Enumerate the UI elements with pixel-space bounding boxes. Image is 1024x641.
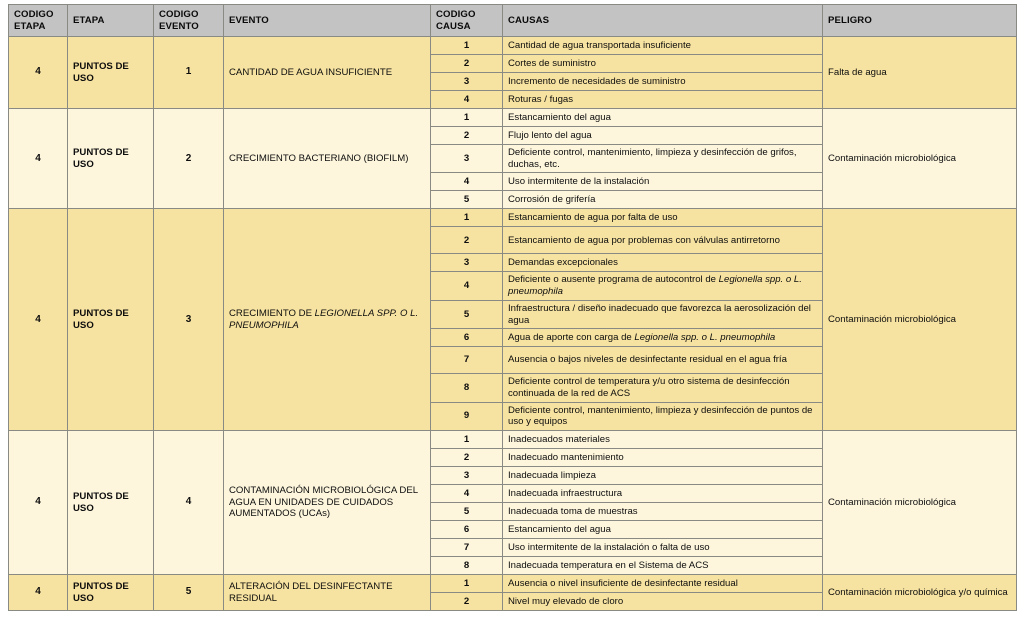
hazard-analysis-table bbox=[8, 4, 1017, 611]
table-header-row bbox=[9, 5, 1017, 37]
cell-causa: Deficiente o ausente programa de autocontrol de Legionella spp. o L. pneumophila bbox=[503, 272, 823, 300]
cell-codigo-causa: 1 bbox=[431, 37, 503, 55]
cell-causa: Deficiente control de temperatura y/u otro sistema de desinfección continuada de la red de ACS bbox=[503, 374, 823, 402]
cell-codigo-evento: 5 bbox=[154, 575, 224, 611]
cell-codigo-causa: 1 bbox=[431, 431, 503, 449]
table-row bbox=[9, 575, 1017, 593]
cell-codigo-etapa: 4 bbox=[9, 209, 68, 431]
cell-codigo-causa: 9 bbox=[431, 402, 503, 430]
cell-codigo-causa: 2 bbox=[431, 593, 503, 611]
cell-causa: Deficiente control, mantenimiento, limpieza y desinfección de puntos de uso y equipos bbox=[503, 402, 823, 430]
cell-causa: Demandas excepcionales bbox=[503, 254, 823, 272]
cell-causa: Roturas / fugas bbox=[503, 91, 823, 109]
cell-causa: Corrosión de grifería bbox=[503, 191, 823, 209]
column-header-peligro: PELIGRO bbox=[823, 5, 1017, 37]
cell-causa: Estancamiento del agua bbox=[503, 109, 823, 127]
cell-etapa: PUNTOS DE USO bbox=[68, 37, 154, 109]
cell-etapa: PUNTOS DE USO bbox=[68, 109, 154, 209]
cell-etapa: PUNTOS DE USO bbox=[68, 431, 154, 575]
cell-codigo-causa: 3 bbox=[431, 73, 503, 91]
cell-evento: CANTIDAD DE AGUA INSUFICIENTE bbox=[224, 37, 431, 109]
cell-codigo-etapa: 4 bbox=[9, 37, 68, 109]
cell-codigo-causa: 7 bbox=[431, 539, 503, 557]
cell-causa: Inadecuada infraestructura bbox=[503, 485, 823, 503]
cell-etapa: PUNTOS DE USO bbox=[68, 209, 154, 431]
cell-causa: Agua de aporte con carga de Legionella spp. o L. pneumophila bbox=[503, 329, 823, 347]
cell-codigo-causa: 1 bbox=[431, 209, 503, 227]
cell-codigo-causa: 1 bbox=[431, 575, 503, 593]
cell-etapa: PUNTOS DE USO bbox=[68, 575, 154, 611]
cell-evento: CRECIMIENTO DE LEGIONELLA SPP. O L. PNEUMOPHILA bbox=[224, 209, 431, 431]
column-header-codigo-evento: CODIGO EVENTO bbox=[154, 5, 224, 37]
cell-causa: Inadecuado mantenimiento bbox=[503, 449, 823, 467]
cell-codigo-etapa: 4 bbox=[9, 575, 68, 611]
cell-peligro: Contaminación microbiológica y/o química bbox=[823, 575, 1017, 611]
cell-codigo-causa: 4 bbox=[431, 272, 503, 300]
table-row bbox=[9, 431, 1017, 449]
cell-peligro: Contaminación microbiológica bbox=[823, 431, 1017, 575]
column-header-causas: CAUSAS bbox=[503, 5, 823, 37]
cell-codigo-causa: 2 bbox=[431, 227, 503, 254]
cell-evento: CONTAMINACIÓN MICROBIOLÓGICA DEL AGUA EN UNIDADES DE CUIDADOS AUMENTADOS (UCAs) bbox=[224, 431, 431, 575]
cell-codigo-causa: 5 bbox=[431, 503, 503, 521]
column-header-codigo-etapa: CODIGO ETAPA bbox=[9, 5, 68, 37]
cell-causa: Nivel muy elevado de cloro bbox=[503, 593, 823, 611]
cell-causa: Inadecuada toma de muestras bbox=[503, 503, 823, 521]
cell-causa: Estancamiento del agua bbox=[503, 521, 823, 539]
cell-codigo-causa: 5 bbox=[431, 191, 503, 209]
cell-causa: Deficiente control, mantenimiento, limpieza y desinfección de grifos, duchas, etc. bbox=[503, 145, 823, 173]
cell-codigo-causa: 8 bbox=[431, 374, 503, 402]
cell-codigo-causa: 6 bbox=[431, 329, 503, 347]
table-row bbox=[9, 209, 1017, 227]
cell-causa: Infraestructura / diseño inadecuado que favorezca la aerosolización del agua bbox=[503, 300, 823, 328]
cell-codigo-causa: 5 bbox=[431, 300, 503, 328]
column-header-codigo-causa: CODIGO CAUSA bbox=[431, 5, 503, 37]
cell-codigo-causa: 4 bbox=[431, 485, 503, 503]
cell-causa: Inadecuada temperatura en el Sistema de ACS bbox=[503, 557, 823, 575]
cell-codigo-causa: 7 bbox=[431, 347, 503, 374]
cell-codigo-causa: 6 bbox=[431, 521, 503, 539]
cell-peligro: Falta de agua bbox=[823, 37, 1017, 109]
cell-peligro: Contaminación microbiológica bbox=[823, 209, 1017, 431]
cell-codigo-causa: 3 bbox=[431, 467, 503, 485]
cell-causa: Estancamiento de agua por falta de uso bbox=[503, 209, 823, 227]
column-header-evento: EVENTO bbox=[224, 5, 431, 37]
cell-codigo-evento: 1 bbox=[154, 37, 224, 109]
table-row bbox=[9, 37, 1017, 55]
table-body bbox=[9, 37, 1017, 611]
cell-causa: Uso intermitente de la instalación bbox=[503, 173, 823, 191]
cell-causa: Ausencia o bajos niveles de desinfectante residual en el agua fría bbox=[503, 347, 823, 374]
cell-codigo-causa: 3 bbox=[431, 145, 503, 173]
table-header bbox=[9, 5, 1017, 37]
cell-codigo-causa: 1 bbox=[431, 109, 503, 127]
cell-codigo-causa: 2 bbox=[431, 127, 503, 145]
cell-causa: Ausencia o nivel insuficiente de desinfectante residual bbox=[503, 575, 823, 593]
cell-evento: ALTERACIÓN DEL DESINFECTANTE RESIDUAL bbox=[224, 575, 431, 611]
cell-codigo-evento: 3 bbox=[154, 209, 224, 431]
cell-causa: Incremento de necesidades de suministro bbox=[503, 73, 823, 91]
cell-causa: Inadecuada limpieza bbox=[503, 467, 823, 485]
cell-causa: Uso intermitente de la instalación o falta de uso bbox=[503, 539, 823, 557]
cell-codigo-etapa: 4 bbox=[9, 431, 68, 575]
cell-codigo-evento: 4 bbox=[154, 431, 224, 575]
table-row bbox=[9, 109, 1017, 127]
cell-causa: Cantidad de agua transportada insuficiente bbox=[503, 37, 823, 55]
cell-peligro: Contaminación microbiológica bbox=[823, 109, 1017, 209]
cell-evento: CRECIMIENTO BACTERIANO (BIOFILM) bbox=[224, 109, 431, 209]
cell-causa: Cortes de suministro bbox=[503, 55, 823, 73]
cell-codigo-causa: 8 bbox=[431, 557, 503, 575]
cell-codigo-causa: 3 bbox=[431, 254, 503, 272]
cell-codigo-causa: 4 bbox=[431, 173, 503, 191]
cell-codigo-causa: 4 bbox=[431, 91, 503, 109]
cell-codigo-evento: 2 bbox=[154, 109, 224, 209]
column-header-etapa: ETAPA bbox=[68, 5, 154, 37]
cell-codigo-causa: 2 bbox=[431, 55, 503, 73]
cell-causa: Estancamiento de agua por problemas con válvulas antirretorno bbox=[503, 227, 823, 254]
cell-causa: Flujo lento del agua bbox=[503, 127, 823, 145]
cell-codigo-causa: 2 bbox=[431, 449, 503, 467]
cell-causa: Inadecuados materiales bbox=[503, 431, 823, 449]
cell-codigo-etapa: 4 bbox=[9, 109, 68, 209]
